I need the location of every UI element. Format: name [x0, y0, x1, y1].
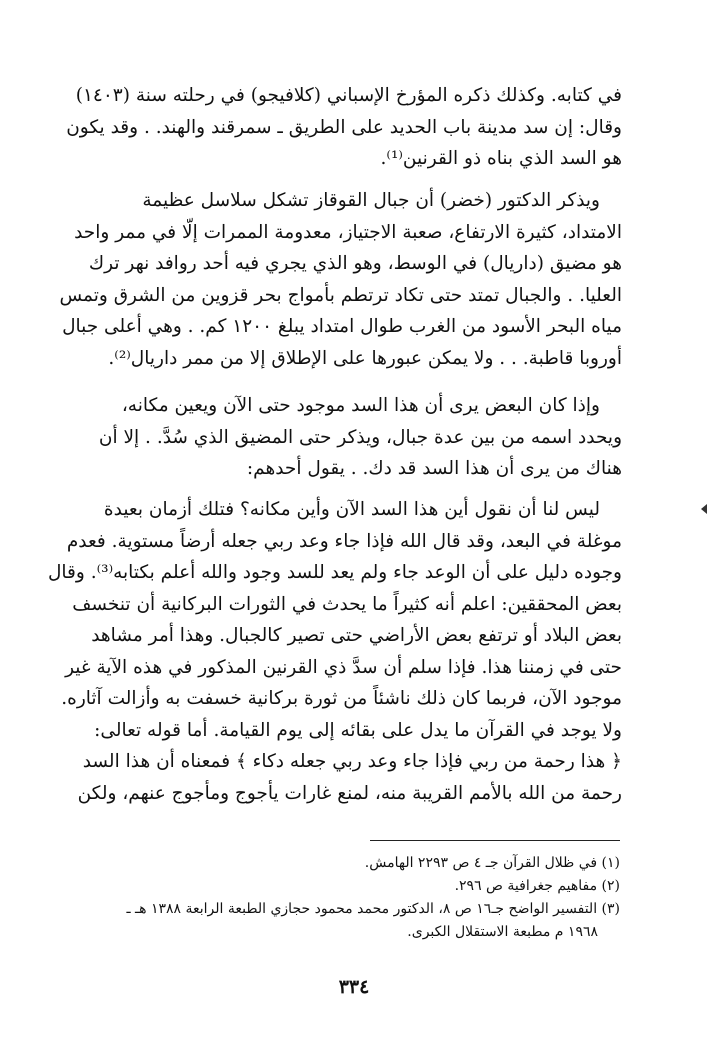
text-line: ليس لنا أن نقول أين هذا السد الآن وأين مكانه؟ فتلك أزمان بعيدة: [103, 499, 600, 520]
paragraph-1: [66, 80, 622, 175]
text-line: بعض البلاد أو ترتفع بعض الأراضي حتى تصير كالجبال. وهذا أمر مشاهد: [91, 625, 622, 646]
text-line: في كتابه. وكذلك ذكره المؤرخ الإسباني (كلافيجو) في رحلته سنة (١٤٠٣): [75, 85, 622, 106]
footnote-1: (١) في ظلال القرآن جـ ٤ ص ٢٢٩٣ الهامش.: [364, 855, 620, 871]
text-line: هو مضيق (داريال) في الوسط، وهو الذي يجري فيه أحد روافد نهر ترك: [88, 253, 622, 274]
footnote-3: (٣) التفسير الواضح جـ١٦ ص ٨، الدكتور محمد محمود حجازي الطبعة الرابعة ١٣٨٨ هـ ـ: [126, 901, 620, 917]
text-line: موغلة في البعد، وقد قال الله فإذا جاء وعد ربي جعله أرضاً مستوية. فعدم: [66, 530, 622, 552]
page-number: ٣٣٤: [338, 976, 370, 998]
footnote-3-continuation: ١٩٦٨ م مطبعة الاستقلال الكبرى.: [407, 924, 598, 940]
quoted-passage: [47, 494, 622, 809]
text-line: أوروبا قاطبة. . . ولا يمكن عبورها على الإطلاق إلا من ممر داريال⁽²⁾.: [108, 347, 622, 369]
text-line: موجود الآن، فربما كان ذلك ناشئاً من ثورة بركانية خسفت به وأزالت آثاره.: [61, 688, 622, 709]
text-line: ويحدد اسمه من بين عدة جبال، ويذكر حتى المضيق الذي سُدَّ. . إلا أن: [98, 426, 622, 448]
text-line: ويذكر الدكتور (خضر) أن جبال القوقاز تشكل سلاسل عظيمة: [142, 190, 600, 211]
text-line: بعض المحققين: اعلم أنه كثيراً ما يحدث في الثورات البركانية أن تنخسف: [72, 593, 622, 615]
footnote-2: (٢) مفاهيم جغرافية ص ٢٩٦.: [454, 878, 620, 894]
text-line: ولا يوجد في القرآن ما يدل على بقائه إلى يوم القيامة. أما قوله تعالى:: [94, 719, 622, 741]
page-edge-mark: [701, 504, 707, 514]
text-line: حتى في زمننا هذا. فإذا سلم أن سدَّ ذي القرنين المذكور في هذه الآية غير: [65, 656, 622, 678]
text-line: وجوده دليل على أن الوعد جاء ولم يعد للسد وجود والله أعلم بكتابه⁽³⁾. وقال: [47, 562, 622, 583]
text-line: وإذا كان البعض يرى أن هذا السد موجود حتى الآن ويعين مكانه،: [121, 395, 600, 416]
text-line: هناك من يرى أن هذا السد قد دك. . يقول أحدهم:: [246, 458, 622, 479]
text-line: رحمة من الله بالأمم القريبة منه، لمنع غارات يأجوج ومأجوج عنهم، ولكن: [77, 782, 622, 804]
text-line: العليا. . والجبال تمتد حتى تكاد ترتطم بأمواج بحر قزوين من الشرق وتمس: [59, 284, 622, 306]
text-line: مياه البحر الأسود من الغرب طوال امتداد يبلغ ١٢٠٠ كم. . وهي أعلى جبال: [62, 316, 622, 337]
paragraph-3: [66, 390, 622, 485]
quran-verse-line: ﴿ هذا رحمة من ربي فإذا جاء وعد ربي جعله دكاء ﴾ فمعناه أن هذا السد: [82, 751, 622, 772]
text-line: وقال: إن سد مدينة باب الحديد على الطريق ـ سمرقند والهند. . وقد يكون: [66, 116, 622, 138]
text-line: الامتداد، كثيرة الارتفاع، صعبة الاجتياز، معدومة الممرات إلّا في ممر واحد: [74, 221, 622, 243]
paragraph-2: [59, 185, 622, 374]
text-line: هو السد الذي بناه ذو القرنين⁽¹⁾.: [380, 148, 622, 169]
footnotes: [50, 852, 620, 944]
footnote-separator: [370, 840, 620, 841]
